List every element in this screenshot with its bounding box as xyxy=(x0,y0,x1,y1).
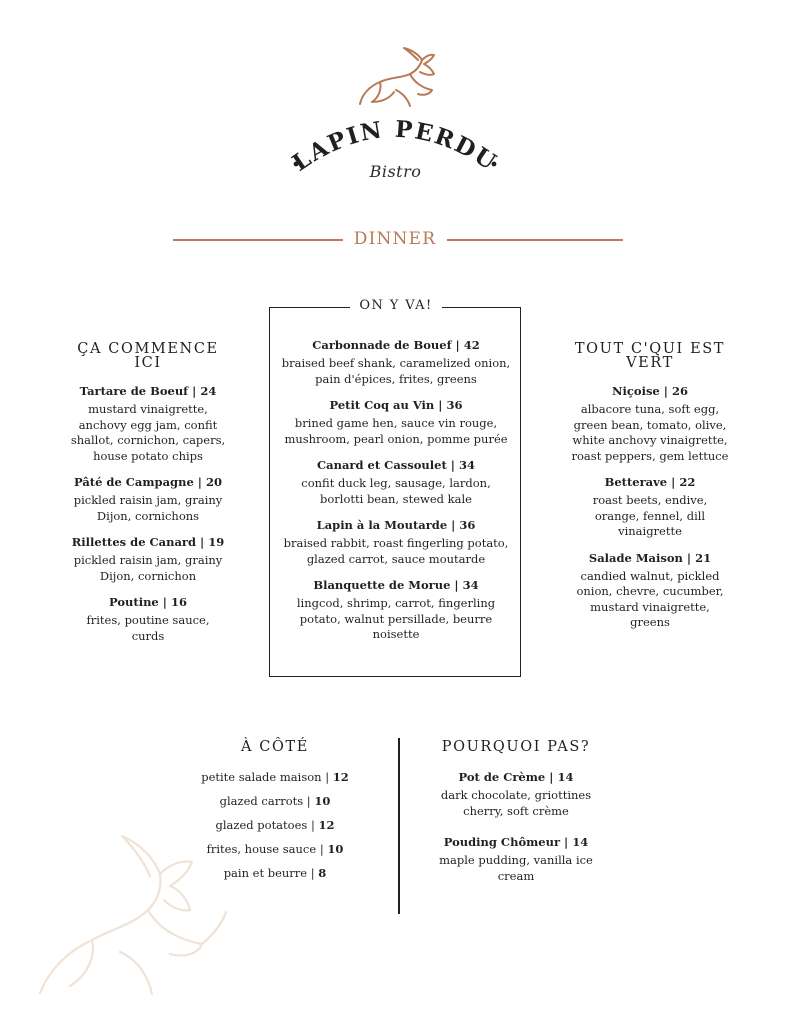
menu-item: Rillettes de Canard | 19 pickled raisin jam, grainy Dijon, cornichon xyxy=(71,535,225,583)
item-description: braised beef shank, caramelized onion, pain d'épices, frites, greens xyxy=(281,356,511,386)
item-price: 14 xyxy=(557,770,574,784)
item-description: mustard vinaigrette, anchovy egg jam, confit shallot, cornichon, capers, house potato chips xyxy=(70,402,226,463)
item-price: 21 xyxy=(695,550,712,565)
menu-item: Betterave | 22 roast beets, endive, orange, fennel, dill vinaigrette xyxy=(570,475,730,540)
item-description: pickled raisin jam, grainy Dijon, cornichon xyxy=(73,553,223,583)
menu-item: Blanquette de Morue | 34 lingcod, shrimp, carrot, fingerling potato, walnut persillade, beurre noisette xyxy=(278,578,514,643)
item-price: 36 xyxy=(459,518,476,532)
menu-item: Salade Maison | 21 candied walnut, pickled onion, chevre, cucumber, mustard vinaigrette, greens xyxy=(570,551,730,631)
item-price: 10 xyxy=(314,794,331,808)
item-name: Blanquette de Morue xyxy=(313,578,451,592)
brand-subtitle: Bistro xyxy=(369,162,422,181)
item-name: Carbonnade de Bouef xyxy=(312,338,452,352)
side-item: pain et beurre | 8 xyxy=(223,866,327,880)
item-price: 10 xyxy=(327,842,344,856)
item-price: 34 xyxy=(462,578,479,592)
item-description: albacore tuna, soft egg, green bean, tomato, olive, white anchovy vinaigrette, roast peppers, gem lettuce xyxy=(571,402,729,463)
divider-rule xyxy=(173,239,343,241)
item-price: 42 xyxy=(463,338,480,352)
mains-title: ON Y VA! xyxy=(350,298,442,313)
section-title: POURQUOI PAS? xyxy=(441,739,591,755)
item-price: 26 xyxy=(671,384,688,398)
leaping-rabbit-icon xyxy=(352,44,442,110)
menu-item: Poutine | 16 frites, poutine sauce, curds xyxy=(70,595,226,644)
item-price: 19 xyxy=(208,535,225,549)
item-price: 20 xyxy=(205,475,222,489)
menu-item: Canard et Cassoulet | 34 confit duck leg, sausage, lardon, borlotti bean, stewed kale xyxy=(278,458,514,507)
item-name: Lapin à la Moutarde xyxy=(316,518,448,532)
item-name: pain et beurre xyxy=(223,866,308,880)
item-description: confit duck leg, sausage, lardon, borlotti bean, stewed kale xyxy=(301,476,491,506)
item-description: lingcod, shrimp, carrot, fingerling potato, walnut persillade, beurre noisette xyxy=(296,596,496,641)
item-description: maple pudding, vanilla ice cream xyxy=(439,853,593,883)
menu-item: Niçoise | 26 albacore tuna, soft egg, green bean, tomato, olive, white anchovy vinaigrette, roast peppers, gem lettuce xyxy=(571,384,729,463)
side-item: glazed potatoes | 12 xyxy=(215,818,335,832)
item-name: Canard et Cassoulet xyxy=(317,458,447,472)
side-item: frites, house sauce | 10 xyxy=(206,842,344,856)
vertical-divider xyxy=(398,738,400,914)
item-name: Pâté de Campagne xyxy=(74,475,194,489)
item-description: roast beets, endive, orange, fennel, dill vinaigrette xyxy=(592,493,708,538)
item-description: braised rabbit, roast fingerling potato, glazed carrot, sauce moutarde xyxy=(283,536,509,566)
side-item: glazed carrots | 10 xyxy=(219,794,331,808)
item-description: candied walnut, pickled onion, chevre, cucumber, mustard vinaigrette, greens xyxy=(576,568,724,629)
item-price: 36 xyxy=(446,398,463,412)
item-name: Niçoise xyxy=(612,384,660,398)
menu-item: Lapin à la Moutarde | 36 braised rabbit, roast fingerling potato, glazed carrot, sauce moutarde xyxy=(278,518,514,567)
menu-item: Carbonnade de Bouef | 42 braised beef shank, caramelized onion, pain d'épices, frites, greens xyxy=(278,338,514,387)
starters-section xyxy=(70,342,226,655)
item-name: Pot de Crème xyxy=(458,770,546,784)
item-description: frites, poutine sauce, curds xyxy=(86,613,210,643)
item-description: pickled raisin jam, grainy Dijon, cornichons xyxy=(73,493,223,523)
menu-item: Pouding Chômeur | 14 maple pudding, vanilla ice cream xyxy=(432,835,600,884)
menu-title: DINNER xyxy=(353,229,437,249)
menu-item: Petit Coq au Vin | 36 brined game hen, sauce vin rouge, mushroom, pearl onion, pomme purée xyxy=(278,398,514,447)
item-price: 22 xyxy=(679,475,696,489)
section-title: À CÔTÉ xyxy=(241,739,309,755)
menu-item: Pâté de Campagne | 20 pickled raisin jam, grainy Dijon, cornichons xyxy=(70,475,226,524)
item-description: dark chocolate, griottines cherry, soft crème xyxy=(440,788,592,818)
item-name: Betterave xyxy=(604,475,668,489)
item-price: 12 xyxy=(318,818,335,832)
item-name: Poutine xyxy=(109,595,159,609)
item-price: 8 xyxy=(318,866,327,880)
item-name: glazed carrots xyxy=(219,794,304,808)
item-name: Petit Coq au Vin xyxy=(329,398,435,412)
item-name: Rillettes de Canard xyxy=(71,535,197,549)
item-name: glazed potatoes xyxy=(215,818,308,832)
item-name: Tartare de Boeuf xyxy=(79,384,189,398)
menu-item: Tartare de Boeuf | 24 mustard vinaigrette, anchovy egg jam, confit shallot, cornichon, capers, house potato chips xyxy=(70,384,226,463)
section-title: TOUT C'QUI EST VERT xyxy=(574,341,726,371)
mains-section xyxy=(278,338,514,654)
item-price: 24 xyxy=(200,384,217,398)
decorative-rabbit-icon xyxy=(30,828,230,998)
item-name: Salade Maison xyxy=(588,550,683,565)
item-price: 12 xyxy=(332,770,349,784)
desserts-section xyxy=(432,740,600,895)
item-price: 16 xyxy=(170,595,187,609)
item-description: brined game hen, sauce vin rouge, mushroom, pearl onion, pomme purée xyxy=(284,416,508,446)
greens-section xyxy=(570,342,730,642)
menu-item: Pot de Crème | 14 dark chocolate, griottines cherry, soft crème xyxy=(432,770,600,819)
item-name: frites, house sauce xyxy=(206,842,317,856)
divider-rule xyxy=(447,239,623,241)
brand-name: LAPIN PERDU xyxy=(287,115,503,177)
item-price: 14 xyxy=(572,835,589,849)
item-name: Pouding Chômeur xyxy=(443,835,561,849)
side-item: petite salade maison | 12 xyxy=(201,770,349,784)
section-title: ÇA COMMENCE ICI xyxy=(77,341,219,371)
item-price: 34 xyxy=(458,458,475,472)
item-name: petite salade maison xyxy=(201,770,322,784)
